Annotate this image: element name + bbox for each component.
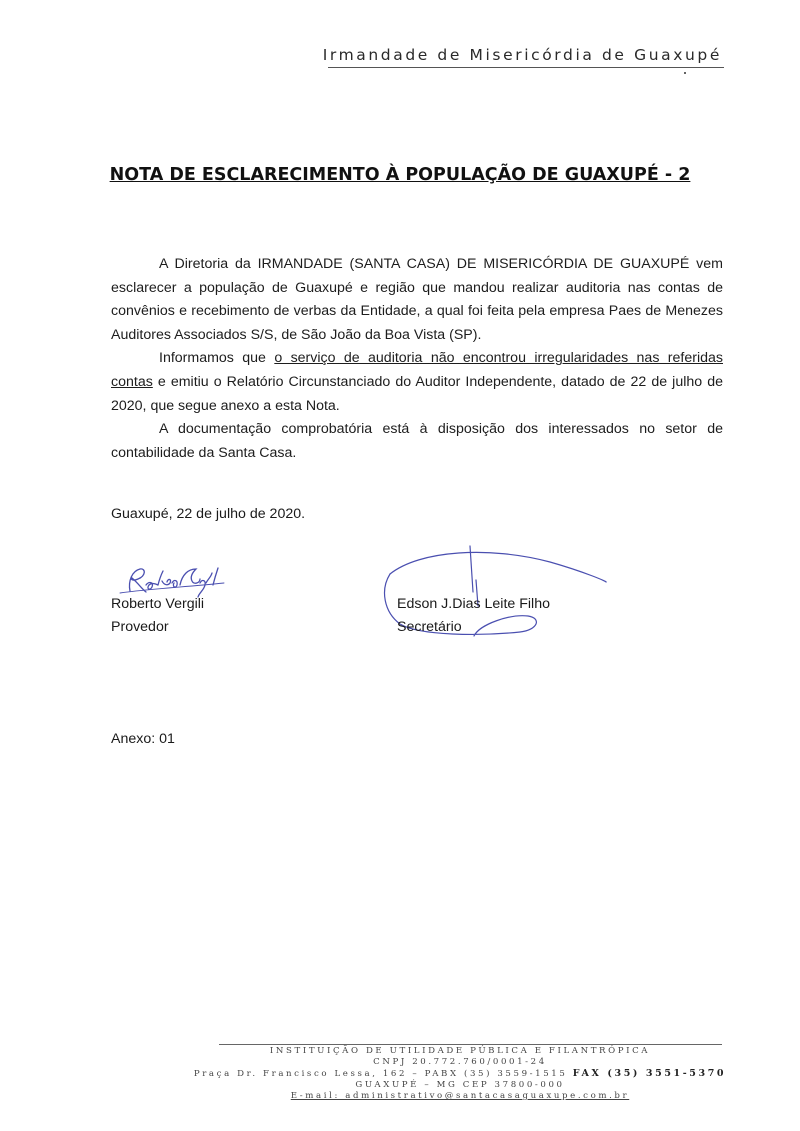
paragraph-2-intro: Informamos que [159, 350, 275, 367]
footer-rule [219, 1044, 722, 1045]
annex-label: Anexo: 01 [111, 731, 175, 747]
signatory-left-name: Roberto Vergili [111, 596, 205, 612]
signatory-left-role: Provedor [111, 619, 169, 635]
footer-email[interactable]: E-mail: administrativo@santacasaguaxupe.com.br [290, 1091, 630, 1101]
paragraph-2-highlight: o serviço de auditoria não encontrou irregularidades nas referidas contas [111, 350, 723, 390]
signature-right [397, 593, 550, 639]
signatory-right-role: Secretário [397, 619, 462, 635]
paragraph-2 [111, 347, 723, 418]
signatory-right-name: Edson J.Dias Leite Filho [397, 596, 550, 612]
footer-institution: INSTITUIÇÃO DE UTILIDADE PÚBLICA E FILANTRÓPICA [269, 1046, 651, 1056]
paragraph-3: A documentação comprobatória está à disposição dos interessados no setor de contabilidade da Santa Casa. [111, 421, 723, 461]
date-line: Guaxupé, 22 de julho de 2020. [111, 506, 306, 522]
footer-address-line [100, 1068, 800, 1080]
footer-address: Praça Dr. Francisco Lessa, 162 – PABX (35) 3559-1515 [193, 1069, 568, 1079]
signature-left [111, 593, 204, 639]
paragraph-1: A Diretoria da IRMANDADE (SANTA CASA) DE MISERICÓRDIA DE GUAXUPÉ vem esclarecer a população de Guaxupé e região que mandou realizar auditoria nas contas de convênios e recebimento de verbas da Entidade, a qual foi feita pela empresa Paes de Menezes Auditores Associados S/S, de São João da Boa Vista (SP). [111, 256, 723, 343]
footer [100, 1046, 800, 1102]
footer-fax: FAX (35) 3551-5370 [572, 1068, 727, 1079]
footer-city: GUAXUPÉ – MG CEP 37800-000 [355, 1080, 565, 1090]
header-dot [684, 72, 686, 74]
header-rule [328, 67, 724, 68]
body-text [111, 253, 723, 465]
header-org-name: Irmandade de Misericórdia de Guaxupé [322, 46, 722, 64]
paragraph-2-rest: e emitiu o Relatório Circunstanciado do Auditor Independente, datado de 22 de julho de 2020, que segue anexo a esta Nota. [111, 373, 723, 414]
page-title: NOTA DE ESCLARECIMENTO À POPULAÇÃO DE GUAXUPÉ - 2 [109, 165, 691, 185]
footer-cnpj: CNPJ 20.772.760/0001-24 [373, 1057, 547, 1067]
